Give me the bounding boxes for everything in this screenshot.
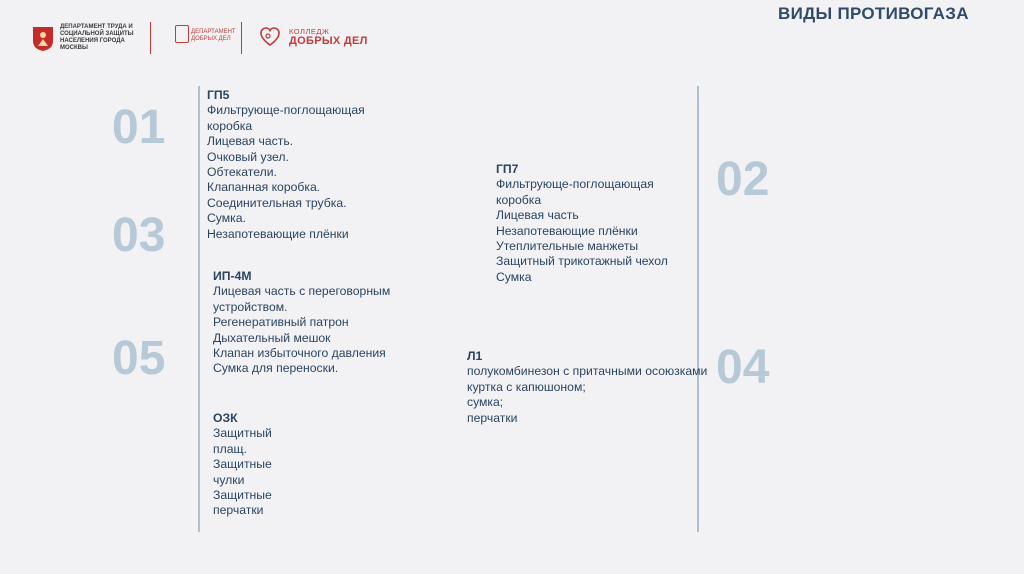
block-l1 bbox=[467, 349, 737, 426]
block-line: Клапан избыточного давления bbox=[213, 346, 386, 361]
block-line: Фильтрующе-поглощающая bbox=[496, 177, 654, 192]
block-ozk bbox=[213, 411, 313, 519]
block-line: Утеплительные манжеты bbox=[496, 239, 639, 254]
block-line: Защитные bbox=[213, 488, 272, 503]
header-divider bbox=[150, 22, 151, 54]
moscow-coat-of-arms-icon bbox=[32, 26, 54, 52]
section-number-01: 01 bbox=[112, 101, 166, 154]
block-line: Клапанная коробка. bbox=[207, 180, 321, 195]
block-line: перчатки bbox=[467, 410, 518, 425]
block-line: Соединительная трубка. bbox=[207, 195, 347, 210]
block-ip4m bbox=[213, 269, 423, 377]
block-heading: ГП5 bbox=[207, 88, 230, 102]
college-logo-line1: КОЛЛЕДЖ bbox=[289, 27, 330, 36]
block-line: Лицевая часть bbox=[496, 208, 579, 223]
block-line: Сумка для переноски. bbox=[213, 361, 339, 376]
block-line: устройством. bbox=[213, 299, 288, 314]
heart-logo-icon bbox=[259, 26, 281, 48]
block-line: Незапотевающие плёнки bbox=[207, 226, 349, 241]
block-line: перчатки bbox=[213, 503, 264, 518]
block-line: коробка bbox=[207, 118, 253, 133]
vertical-divider bbox=[198, 86, 200, 532]
block-line: куртка с капюшоном; bbox=[467, 379, 586, 394]
block-heading: ОЗК bbox=[213, 411, 238, 425]
section-number-05: 05 bbox=[112, 332, 166, 385]
section-number-03: 03 bbox=[112, 209, 166, 262]
block-line: Защитный bbox=[213, 426, 272, 441]
block-gp5 bbox=[207, 88, 397, 242]
block-line: Регенеративный патрон bbox=[213, 315, 349, 330]
block-line: плащ. bbox=[213, 441, 247, 456]
block-line: полукомбинезон с притачными осоюзками bbox=[467, 364, 708, 379]
block-line: Очковый узел. bbox=[207, 149, 289, 164]
block-line: чулки bbox=[213, 472, 245, 487]
block-line: Обтекатели. bbox=[207, 165, 277, 180]
section-number-02: 02 bbox=[716, 153, 770, 206]
block-heading: ИП-4М bbox=[213, 269, 252, 283]
block-line: Защитные bbox=[213, 457, 272, 472]
block-line: Дыхательный мешок bbox=[213, 330, 331, 345]
dept-good-deeds-mark-icon bbox=[175, 25, 189, 43]
block-line: сумка; bbox=[467, 395, 504, 410]
college-logo-line2: ДОБРЫХ ДЕЛ bbox=[289, 35, 368, 47]
vertical-divider bbox=[697, 86, 699, 532]
block-line: Сумка. bbox=[207, 211, 246, 226]
block-line: Незапотевающие плёнки bbox=[496, 223, 638, 238]
block-line: коробка bbox=[496, 192, 542, 207]
block-heading: Л1 bbox=[467, 349, 483, 363]
block-line: Лицевая часть. bbox=[207, 134, 294, 149]
section-number-04: 04 bbox=[716, 341, 770, 394]
page-title: ВИДЫ ПРОТИВОГАЗА bbox=[778, 4, 969, 23]
block-line: Лицевая часть с переговорным bbox=[213, 284, 391, 299]
dept-labor-logo-text: ДЕПАРТАМЕНТ ТРУДА И СОЦИАЛЬНОЙ ЗАЩИТЫ НАСЕЛЕНИЯ ГОРОДА МОСКВЫ bbox=[60, 24, 134, 51]
dept-good-deeds-logo-text: ДЕПАРТАМЕНТ ДОБРЫХ ДЕЛ bbox=[191, 29, 236, 42]
header-divider bbox=[241, 22, 242, 54]
block-line: Защитный трикотажный чехол bbox=[496, 254, 668, 269]
block-line: Фильтрующе-поглощающая bbox=[207, 103, 365, 118]
block-heading: ГП7 bbox=[496, 162, 519, 176]
block-gp7 bbox=[496, 162, 696, 285]
block-line: Сумка bbox=[496, 269, 532, 284]
